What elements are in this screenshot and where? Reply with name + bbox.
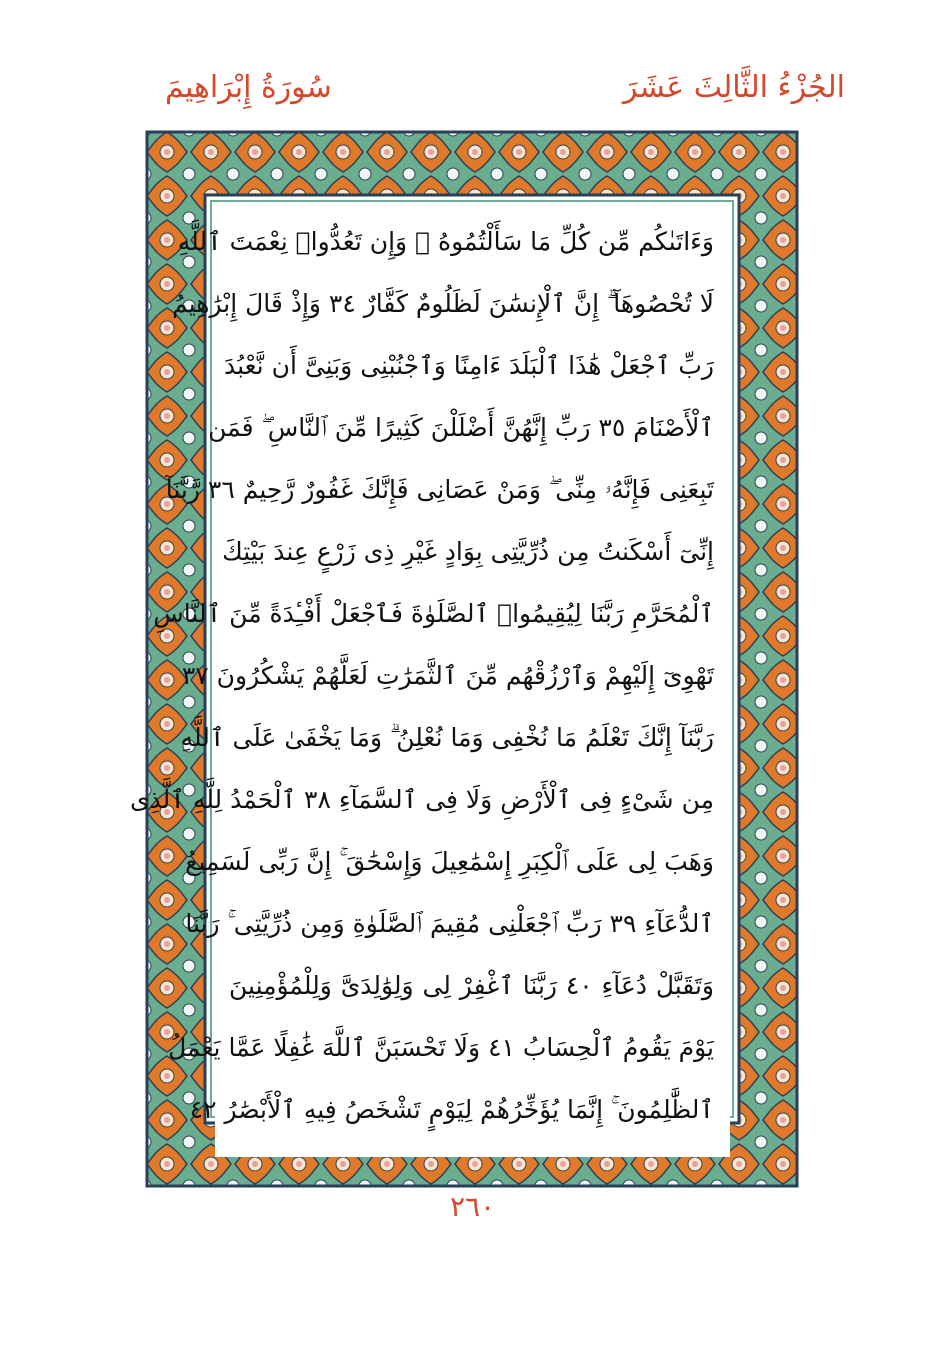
text-line-11: وَهَبَ لِى عَلَى ٱلْكِبَرِ إِسْمَٰعِيلَ وَإِسْحَٰقَ ۚ إِنَّ رَبِّى لَسَمِيعُ [185,847,714,876]
text-line-2: لَا تُحْصُوهَآ ۗ إِنَّ ٱلْإِنسَٰنَ لَظَلُومٌ كَفَّارٌ ٣٤ وَإِذْ قَالَ إِبْرَٰهِيمُ [172,289,714,318]
surah-title: سُورَةُ إِبْرَاهِيمَ [165,70,332,105]
text-line-9: رَبَّنَآ إِنَّكَ تَعْلَمُ مَا نُخْفِى وَمَا نُعْلِنُ ۗ وَمَا يَخْفَىٰ عَلَى ٱللَّهِ [180,723,714,752]
text-line-3: رَبِّ ٱجْعَلْ هَٰذَا ٱلْبَلَدَ ءَامِنًا وَٱجْنُبْنِى وَبَنِىَّ أَن نَّعْبُدَ [223,351,714,380]
text-line-6: إِنِّىٓ أَسْكَنتُ مِن ذُرِّيَّتِى بِوَادٍ غَيْرِ ذِى زَرْعٍ عِندَ بَيْتِكَ [222,537,714,566]
text-line-10: مِن شَىْءٍ فِى ٱلْأَرْضِ وَلَا فِى ٱلسَّمَآءِ ٣٨ ٱلْحَمْدُ لِلَّهِ ٱلَّذِى [129,785,714,814]
juz-title: الجُزْءُ الثَّالِثَ عَشَرَ [622,70,845,105]
text-line-12: ٱلدُّعَآءِ ٣٩ رَبِّ ٱجْعَلْنِى مُقِيمَ ٱلصَّلَوٰةِ وَمِن ذُرِّيَّتِى ۚ رَبَّنَا [185,909,714,938]
text-line-4: ٱلْأَصْنَامَ ٣٥ رَبِّ إِنَّهُنَّ أَضْلَلْنَ كَثِيرًا مِّنَ ٱلنَّاسِ ۖ فَمَن [208,413,714,442]
text-line-14: يَوْمَ يَقُومُ ٱلْحِسَابُ ٤١ وَلَا تَحْسَبَنَّ ٱللَّهَ غَٰفِلًا عَمَّا يَعْمَلُ [168,1033,714,1062]
text-line-13: وَتَقَبَّلْ دُعَآءِ ٤٠ رَبَّنَا ٱغْفِرْ لِى وَلِوَٰلِدَىَّ وَلِلْمُؤْمِنِينَ [229,971,714,1000]
text-line-1: وَءَاتَىٰكُم مِّن كُلِّ مَا سَأَلْتُمُوهُ ۚ وَإِن تَعُدُّوا۟ نِعْمَتَ ٱللَّهِ [177,227,714,256]
text-line-8: تَهْوِىٓ إِلَيْهِمْ وَٱرْزُقْهُم مِّنَ ٱلثَّمَرَٰتِ لَعَلَّهُمْ يَشْكُرُونَ ٣٧ [181,661,714,690]
page-number: ٢٦٠ [449,1190,496,1223]
verse-text-area [129,205,730,1157]
text-line-7: ٱلْمُحَرَّمِ رَبَّنَا لِيُقِيمُوا۟ ٱلصَّلَوٰةَ فَٱجْعَلْ أَفْـِٔدَةً مِّنَ ٱلنَّاسِ [153,599,714,628]
text-line-15: ٱلظَّٰلِمُونَ ۚ إِنَّمَا يُؤَخِّرُهُمْ لِيَوْمٍ تَشْخَصُ فِيهِ ٱلْأَبْصَٰرُ ٤٢ [189,1095,714,1124]
text-line-5: تَبِعَنِى فَإِنَّهُۥ مِنِّى ۖ وَمَنْ عَصَانِى فَإِنَّكَ غَفُورٌ رَّحِيمٌ ٣٦ رَّبَّنَآ [165,475,714,504]
